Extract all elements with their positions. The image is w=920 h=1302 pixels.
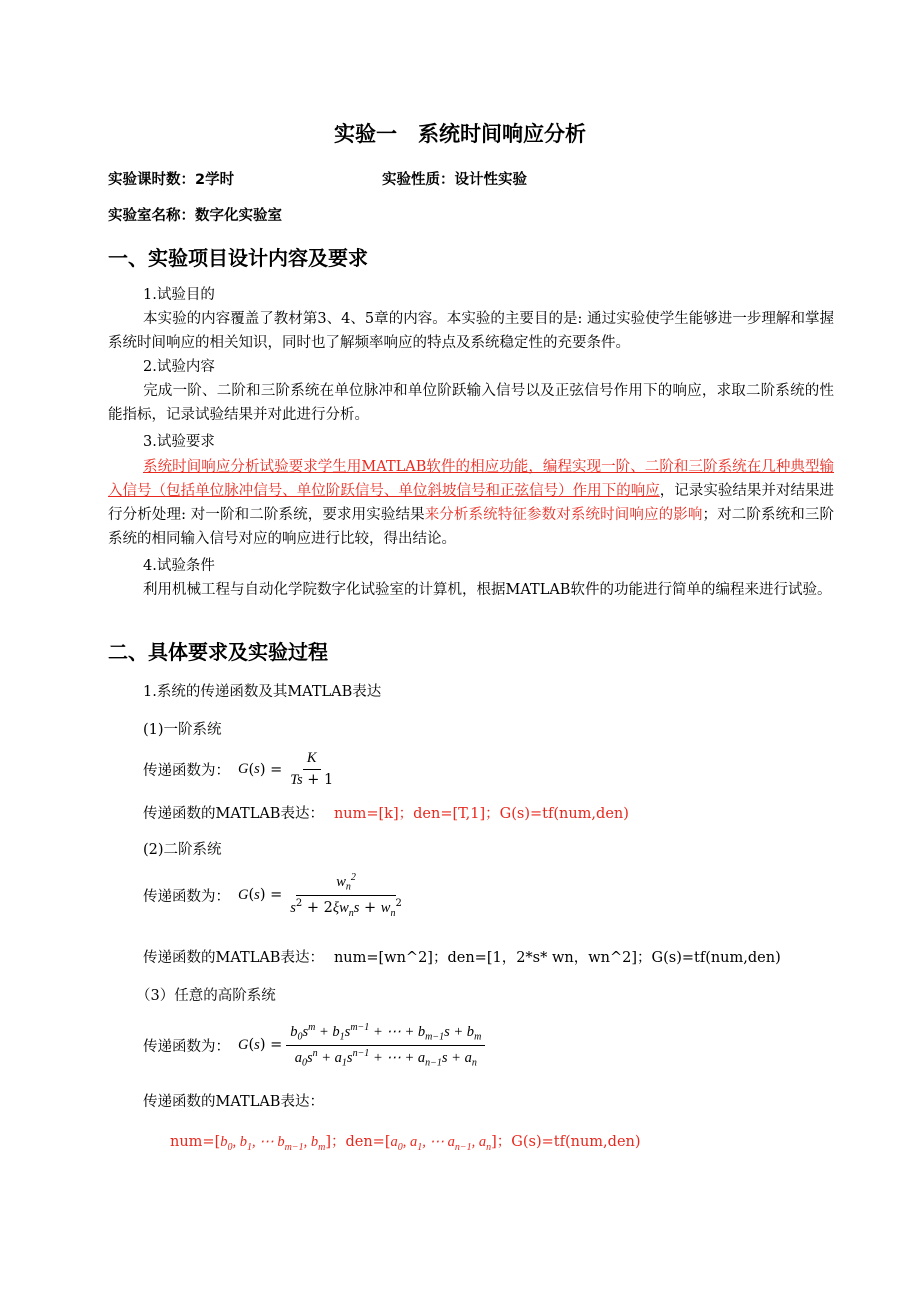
s4-text bbox=[108, 578, 834, 602]
tf-s-1: s bbox=[254, 761, 260, 777]
first-order-numerator: K bbox=[303, 750, 321, 770]
second-order-fraction bbox=[286, 872, 406, 918]
high-order-tf bbox=[143, 1022, 485, 1068]
tf-label-1: 传递函数为： bbox=[143, 763, 230, 779]
high-code-num: num=[ bbox=[170, 1134, 221, 1150]
s2-text-content: 完成一阶、二阶和三阶系统在单位脉冲和单位阶跃输入信号以及正弦信号作用下的响应，求取二阶系统的性能指标，记录试验结果并对此进行分析。 bbox=[108, 383, 834, 423]
first-order-fraction bbox=[286, 750, 337, 789]
tf-paren-3: ( bbox=[248, 1037, 255, 1054]
tf-s-2: s bbox=[254, 886, 260, 903]
tf-g-s-1: G bbox=[238, 761, 249, 777]
lab-room: 实验室名称：数字化实验室 bbox=[108, 208, 282, 224]
matlab-label-2: 传递函数的MATLAB表达： bbox=[143, 950, 324, 966]
high-order-denominator: $a_0s^n + a_1s^{n-1}$ + ⋯ + $a_{n-1}s + a_n$ bbox=[294, 1047, 477, 1069]
s2-text bbox=[108, 379, 834, 427]
tf-eq-3: ) = bbox=[259, 1037, 283, 1054]
tf-label-3: 传递函数为： bbox=[143, 1038, 230, 1055]
high-order-fraction bbox=[286, 1022, 485, 1068]
first-order-tf bbox=[143, 750, 337, 789]
s3-black-2: ；对二阶系统和三阶系统的相同输入信号对应的响应进行比较，得出结论。 bbox=[108, 507, 834, 547]
second-order-denominator: $s^2 + 2\xi w_ns + w_n^2$ bbox=[290, 897, 402, 919]
first-order-title: (1)一阶系统 bbox=[143, 722, 222, 738]
tf-paren-2: ( bbox=[248, 887, 255, 904]
high-code-b-coeffs: $b_0$, $b_1$, ⋯ $b_{m-1}$, $b_m$ bbox=[220, 1134, 326, 1153]
tf-g-s-3: G bbox=[238, 1036, 249, 1053]
matlab-label-1: 传递函数的MATLAB表达： bbox=[143, 806, 324, 822]
s3-title: 3.试验要求 bbox=[143, 434, 215, 450]
tf-eq-1: ) = bbox=[259, 761, 283, 778]
s3-red-underlined: 系统时间响应分析试验要求学生用MATLAB软件的相应功能，编程实现一阶、二阶和三阶系统在几种典型输入信号（包括单位脉冲信号、单位阶跃信号、单位斜坡信号和正弦信号）作用下的响应 bbox=[108, 459, 834, 499]
s1-text bbox=[108, 307, 834, 355]
section2-heading: 二、具体要求及实验过程 bbox=[108, 640, 328, 664]
high-order-matlab-label: 传递函数的MATLAB表达： bbox=[143, 1094, 324, 1110]
second-order-title: (2)二阶系统 bbox=[143, 842, 222, 858]
page-title: 实验一 系统时间响应分析 bbox=[334, 122, 586, 146]
high-code-end: ]；G(s)=tf(num,den) bbox=[491, 1134, 641, 1150]
s3-text bbox=[108, 455, 834, 551]
s1-text-content: 本实验的内容覆盖了教材第3、4、5章的内容。本实验的主要目的是: 通过实验使学生能够进一步理解和掌握系统时间响应的相关知识，同时也了解频率响应的特点及系统稳定性的充要条件。 bbox=[108, 311, 834, 351]
second-order-code: num=[wn^2]；den=[1，2*s* wn，wn^2]；G(s)=tf(num,den) bbox=[333, 950, 781, 966]
s3-red-2: 来分析系统特征参数对系统时间响应的影响 bbox=[424, 507, 703, 523]
tf-s-3: s bbox=[254, 1036, 260, 1053]
sub1-title: 1.系统的传递函数及其MATLAB表达 bbox=[143, 684, 382, 700]
high-order-code bbox=[170, 1130, 641, 1160]
high-code-a-coeffs: $a_0$, $a_1$, ⋯ $a_{n-1}$, $a_n$ bbox=[390, 1134, 492, 1153]
second-order-tf bbox=[143, 872, 406, 918]
section1-heading: 一、实验项目设计内容及要求 bbox=[108, 246, 368, 270]
tf-eq-2: ) = bbox=[259, 887, 283, 904]
s4-text-content: 利用机械工程与自动化学院数字化试验室的计算机，根据MATLAB软件的功能进行简单的编程来进行试验。 bbox=[143, 582, 832, 598]
high-order-title: （3）任意的高阶系统 bbox=[136, 988, 276, 1004]
tf-g-s-2: G bbox=[238, 886, 249, 903]
tf-label-2: 传递函数为： bbox=[143, 888, 230, 905]
first-order-denominator: Ts + 1 bbox=[290, 772, 334, 788]
lab-hours: 实验课时数：2学时 bbox=[108, 172, 235, 188]
high-code-mid: ]；den=[ bbox=[325, 1134, 391, 1150]
s3-black-1: ，记录实验结果并对结果进行分析处理: 对一阶和二阶系统，要求用实验结果 bbox=[108, 483, 835, 523]
first-order-matlab bbox=[143, 802, 629, 826]
tf-paren-1: ( bbox=[248, 761, 255, 778]
lab-nature: 实验性质：设计性实验 bbox=[382, 172, 527, 188]
first-order-code: num=[k]；den=[T,1]；G(s)=tf(num,den) bbox=[333, 806, 629, 822]
s2-title: 2.试验内容 bbox=[143, 359, 215, 375]
high-order-numerator: $b_0s^m + b_1s^{m-1}$ + ⋯ + $b_{m-1}s + b_m$ bbox=[286, 1022, 485, 1046]
second-order-numerator: $w_n^2$ bbox=[296, 872, 396, 896]
second-order-matlab bbox=[143, 946, 781, 970]
s4-title: 4.试验条件 bbox=[143, 558, 215, 574]
s1-title: 1.试验目的 bbox=[143, 287, 215, 303]
